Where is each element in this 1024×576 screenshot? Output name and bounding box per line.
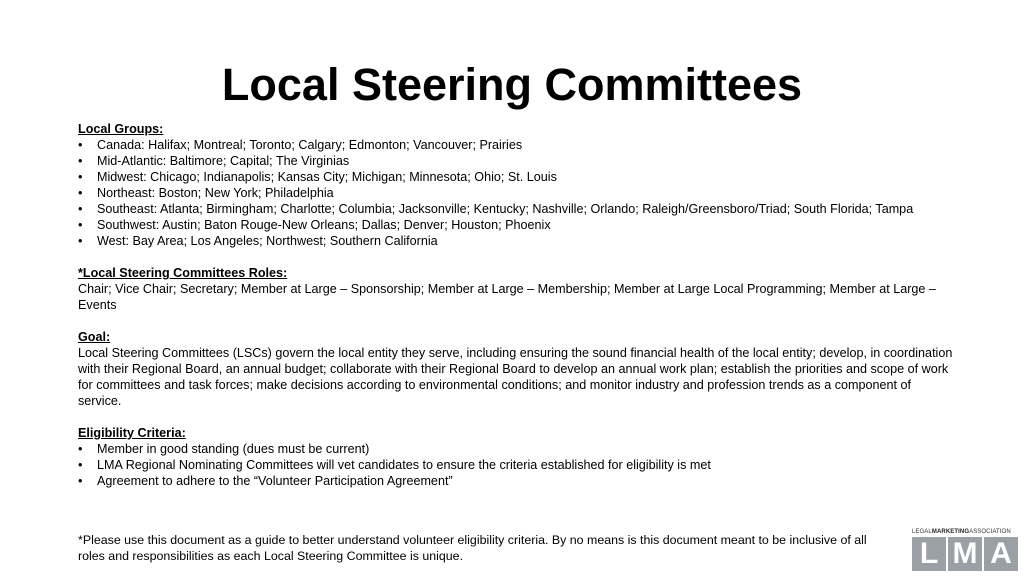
logo-letter: L	[912, 537, 946, 571]
logo-letter: M	[948, 537, 982, 571]
logo-letter: A	[984, 537, 1018, 571]
list-item: • West: Bay Area; Los Angeles; Northwest; Southern California	[78, 233, 953, 249]
roles-heading: *Local Steering Committees Roles:	[78, 266, 288, 280]
footnote: *Please use this document as a guide to better understand volunteer eligibility criteria. By no means is this document meant to be inclusive of all roles and responsibilities as each Local Steering Committee is unique.	[78, 533, 867, 563]
goal-heading: Goal:	[78, 330, 111, 344]
eligibility-heading: Eligibility Criteria:	[78, 426, 186, 440]
list-item: • Southwest: Austin; Baton Rouge-New Orleans; Dallas; Denver; Houston; Phoenix	[78, 217, 953, 233]
local-groups-list	[78, 137, 953, 249]
list-item: • Canada: Halifax; Montreal; Toronto; Calgary; Edmonton; Vancouver; Prairies	[78, 137, 953, 153]
goal-text: Local Steering Committees (LSCs) govern the local entity they serve, including ensuring the sound financial health of the local entity; develop, in coordination with their Regional Board, an annual budget; collaborate with their Regional Board to develop an annual work plan; establish the priorities and scope of work for committees and task forces; make decisions according to environmental conditions; and monitor industry and profession trends as a component of service.	[78, 346, 953, 408]
document-body	[78, 121, 953, 489]
list-item: • Mid-Atlantic: Baltimore; Capital; The Virginias	[78, 153, 953, 169]
list-item: • LMA Regional Nominating Committees will vet candidates to ensure the criteria established for eligibility is met	[78, 457, 953, 473]
list-item: • Southeast: Atlanta; Birmingham; Charlotte; Columbia; Jacksonville; Kentucky; Nashville; Orlando; Raleigh/Greensboro/Triad; South Florida; Tampa	[78, 201, 953, 217]
local-groups-heading: Local Groups:	[78, 122, 164, 136]
eligibility-list	[78, 441, 953, 489]
list-item: • Agreement to adhere to the “Volunteer Participation Agreement”	[78, 473, 953, 489]
lma-logo	[912, 528, 1020, 573]
list-item: • Midwest: Chicago; Indianapolis; Kansas City; Michigan; Minnesota; Ohio; St. Louis	[78, 169, 953, 185]
list-item: • Northeast: Boston; New York; Philadelphia	[78, 185, 953, 201]
list-item: • Member in good standing (dues must be current)	[78, 441, 953, 457]
roles-text: Chair; Vice Chair; Secretary; Member at Large – Sponsorship; Member at Large – Membership; Member at Large Local Programming; Member at Large – Events	[78, 282, 936, 312]
logo-letters	[912, 537, 1020, 571]
logo-tagline: LEGALMARKETINGASSOCIATION	[912, 529, 1011, 535]
page-title: Local Steering Committees	[221, 59, 803, 110]
